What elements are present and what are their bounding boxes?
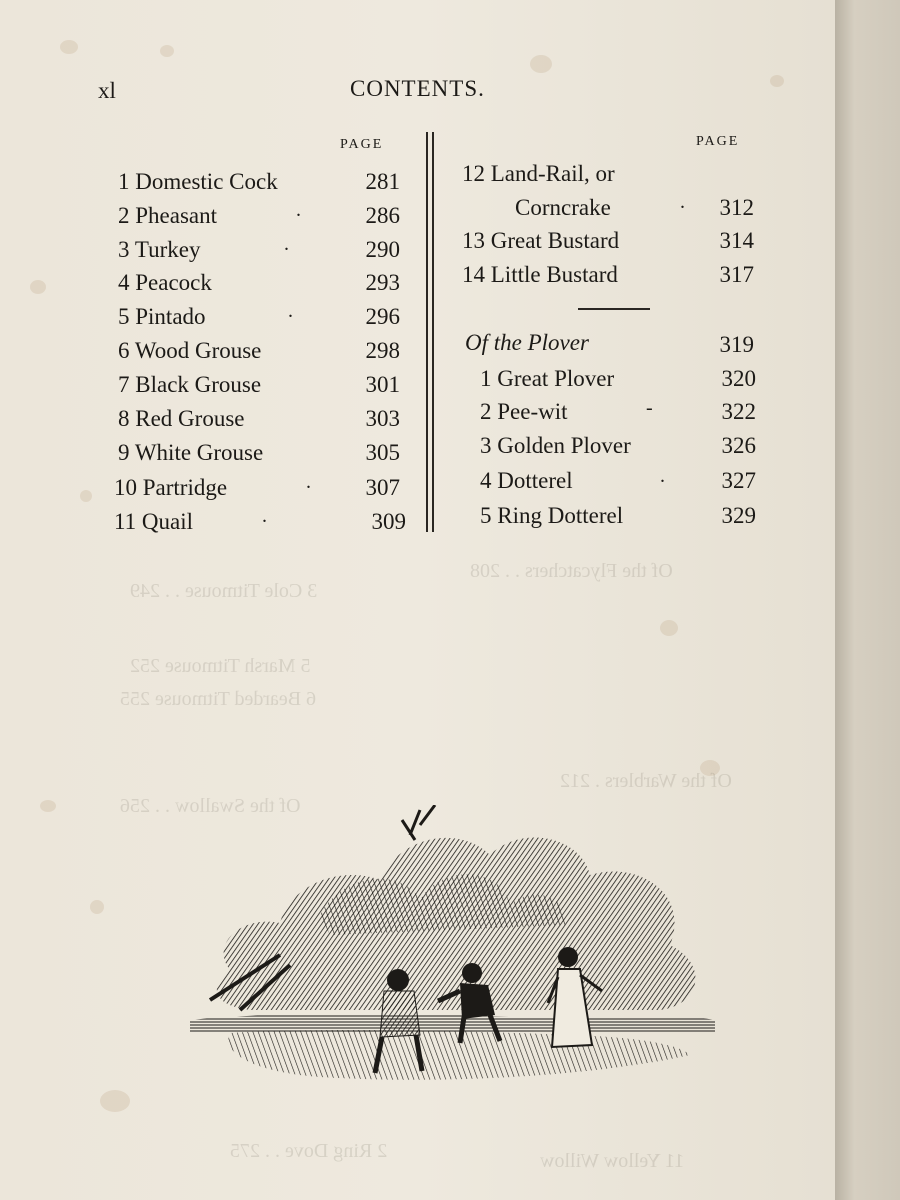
foliage: [210, 805, 695, 1010]
entry-page: 326: [721, 433, 756, 458]
toc-entry: [462, 162, 615, 185]
entry-name: Quail: [141, 509, 194, 534]
entry-name: Wood Grouse: [134, 338, 262, 363]
entry-name: Land-Rail, or: [490, 161, 615, 186]
entry-name: Peacock: [135, 270, 212, 295]
entry-number: 12: [462, 161, 485, 186]
entry-name: Black Grouse: [135, 372, 262, 397]
entry-number: 14: [462, 262, 485, 287]
entry-page: 320: [721, 366, 756, 391]
entry-page: 312: [719, 195, 754, 220]
entry-number: 5: [118, 304, 130, 329]
toc-entry: [462, 229, 619, 252]
entry-name: Domestic Cock: [135, 169, 278, 194]
entry-number: 11: [114, 509, 137, 534]
foxing-spot: [40, 800, 56, 812]
entry-name: Turkey: [134, 237, 201, 262]
entry-number: 8: [118, 406, 130, 431]
entry-page: 314: [719, 228, 754, 253]
entry-name: Great Plover: [497, 366, 615, 391]
entry-page: 307: [365, 475, 400, 500]
foxing-spot: [770, 75, 784, 87]
toc-entry: [515, 196, 611, 219]
show-through-text: 5 Marsh Titmouse 252: [130, 655, 311, 677]
entry-page: 290: [365, 237, 400, 262]
show-through-text: 3 Cole Titmouse . . 249: [130, 580, 318, 602]
entry-number: 13: [462, 228, 485, 253]
entry-page: 317: [719, 262, 754, 287]
toc-entry: [480, 400, 568, 423]
entry-number: 2: [118, 203, 130, 228]
toc-entry: [114, 476, 227, 499]
facing-page-edge: [835, 0, 900, 1200]
toc-entry: [118, 271, 212, 294]
leader-dot: .: [296, 199, 301, 221]
entry-number: 1: [480, 366, 492, 391]
entry-name: White Grouse: [134, 440, 264, 465]
leader-dash: -: [646, 397, 653, 419]
entry-number: 2: [480, 399, 492, 424]
woodcut-vignette: [170, 805, 730, 1105]
leader-dot: .: [680, 191, 685, 213]
entry-name: Little Bustard: [490, 262, 618, 287]
entry-page: 298: [365, 338, 400, 363]
show-through-text: Of the Flycatchers . . 208: [470, 560, 673, 582]
entry-number: 4: [480, 468, 492, 493]
show-through-text: 2 Ring Dove . . 275: [230, 1140, 388, 1162]
section-page: 319: [719, 332, 754, 357]
foxing-spot: [90, 900, 104, 914]
toc-entry: [118, 339, 261, 362]
left-page-label: PAGE: [340, 137, 384, 152]
section-rule: [578, 308, 650, 310]
show-through-text: Of the Swallow . . 256: [120, 795, 301, 817]
entry-name: Great Bustard: [490, 228, 620, 253]
entry-name: Corncrake: [515, 195, 611, 220]
column-divider: [426, 132, 428, 532]
entry-name: Dotterel: [497, 468, 573, 493]
toc-entry: [480, 434, 631, 457]
foxing-spot: [60, 40, 78, 54]
entry-page: 322: [721, 399, 756, 424]
entry-number: 5: [480, 503, 492, 528]
entry-name: Pintado: [135, 304, 206, 329]
column-divider: [432, 132, 434, 532]
entry-name: Red Grouse: [135, 406, 245, 431]
entry-number: 3: [480, 433, 492, 458]
toc-entry: [118, 238, 200, 261]
entry-page: 329: [721, 503, 756, 528]
entry-page: 296: [365, 304, 400, 329]
entry-page: 301: [365, 372, 400, 397]
show-through-text: Of the Warblers . 212: [560, 770, 732, 792]
entry-number: 4: [118, 270, 130, 295]
leader-dot: .: [288, 300, 293, 322]
toc-entry: [118, 441, 263, 464]
section-heading: Of the Plover: [465, 330, 589, 355]
show-through-text: 11 Yellow Willow: [540, 1150, 685, 1172]
entry-page: 303: [365, 406, 400, 431]
foxing-spot: [30, 280, 46, 294]
foxing-spot: [160, 45, 174, 57]
entry-page: 327: [721, 468, 756, 493]
entry-name: Pheasant: [135, 203, 218, 228]
entry-page: 305: [365, 440, 400, 465]
right-page-label: PAGE: [696, 134, 740, 149]
entry-number: 7: [118, 372, 130, 397]
entry-number: 6: [118, 338, 130, 363]
entry-name: Partridge: [142, 475, 228, 500]
show-through-text: 6 Bearded Titmouse 255: [120, 688, 317, 710]
toc-entry: [114, 510, 193, 533]
leader-dot: .: [284, 233, 289, 255]
toc-entry: [118, 305, 206, 328]
toc-entry: [480, 504, 623, 527]
entry-number: 9: [118, 440, 130, 465]
entry-number: 10: [114, 475, 137, 500]
entry-name: Pee-wit: [497, 399, 568, 424]
toc-entry: [462, 263, 618, 286]
entry-page: 286: [365, 203, 400, 228]
foxing-spot: [100, 1090, 130, 1112]
foxing-spot: [530, 55, 552, 73]
page-folio: xl: [98, 78, 116, 103]
leader-dot: .: [306, 471, 311, 493]
leader-dot: .: [262, 505, 267, 527]
entry-name: Golden Plover: [497, 433, 631, 458]
entry-page: 309: [371, 509, 406, 534]
toc-entry: [118, 373, 261, 396]
page-title: CONTENTS.: [350, 76, 485, 101]
toc-entry: [118, 407, 244, 430]
leader-dot: .: [660, 465, 665, 487]
foxing-spot: [660, 620, 678, 636]
entry-number: 1: [118, 169, 130, 194]
water: [190, 1014, 715, 1033]
toc-entry: [480, 367, 614, 390]
toc-entry: [480, 469, 573, 492]
toc-entry: [118, 170, 278, 193]
entry-number: 3: [118, 237, 130, 262]
entry-name: Ring Dotterel: [497, 503, 624, 528]
foxing-spot: [80, 490, 92, 502]
entry-page: 293: [365, 270, 400, 295]
entry-page: 281: [365, 169, 400, 194]
toc-entry: [118, 204, 217, 227]
